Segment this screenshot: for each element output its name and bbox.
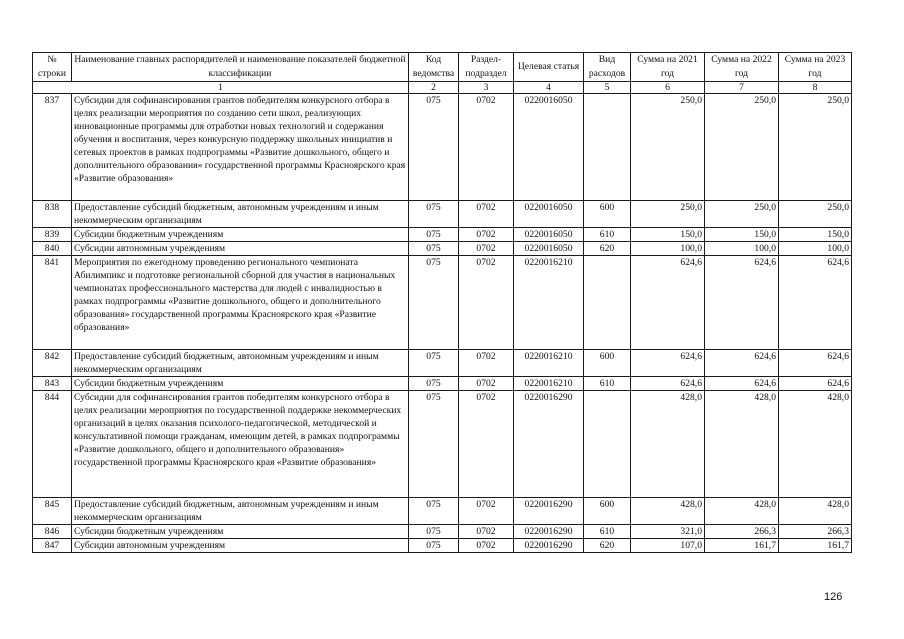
row-sum-2021: 624,6 <box>631 256 705 350</box>
row-name: Субсидии бюджетным учреждениям <box>72 228 409 242</box>
page-number: 126 <box>824 591 843 603</box>
row-name: Предоставление субсидий бюджетным, автономным учреждениям и иным некоммерческим организациям <box>72 201 409 228</box>
row-tsel: 0220016050 <box>514 242 584 256</box>
row-name: Субсидии бюджетным учреждениям <box>72 377 409 391</box>
row-kod: 075 <box>409 498 459 525</box>
table-row <box>33 377 852 391</box>
row-sum-2021: 624,6 <box>631 377 705 391</box>
row-sum-2023: 428,0 <box>779 391 852 498</box>
header-row <box>33 53 852 82</box>
row-sum-2023: 624,6 <box>779 256 852 350</box>
row-sum-2023: 266,3 <box>779 525 852 539</box>
row-kod: 075 <box>409 201 459 228</box>
row-vid: 620 <box>584 242 631 256</box>
row-tsel: 0220016210 <box>514 350 584 377</box>
row-sum-2022: 428,0 <box>705 498 779 525</box>
row-number: 840 <box>33 242 72 256</box>
row-number: 842 <box>33 350 72 377</box>
row-sum-2023: 100,0 <box>779 242 852 256</box>
row-razdel: 0702 <box>459 525 514 539</box>
row-sum-2023: 624,6 <box>779 350 852 377</box>
row-sum-2022: 161,7 <box>705 539 779 553</box>
colnum-8: 8 <box>779 82 852 94</box>
header-vid: Вид расходов <box>584 53 631 82</box>
row-razdel: 0702 <box>459 256 514 350</box>
row-vid: 610 <box>584 228 631 242</box>
row-number: 841 <box>33 256 72 350</box>
row-tsel: 0220016210 <box>514 377 584 391</box>
colnum-1: 1 <box>33 82 409 94</box>
header-kod: Код ведомства <box>409 53 459 82</box>
row-tsel: 0220016210 <box>514 256 584 350</box>
row-number: 844 <box>33 391 72 498</box>
row-number: 846 <box>33 525 72 539</box>
row-vid: 600 <box>584 350 631 377</box>
table-row <box>33 94 852 201</box>
row-tsel: 0220016290 <box>514 525 584 539</box>
row-sum-2021: 150,0 <box>631 228 705 242</box>
row-kod: 075 <box>409 228 459 242</box>
row-number: 838 <box>33 201 72 228</box>
row-vid: 600 <box>584 201 631 228</box>
row-tsel: 0220016290 <box>514 391 584 498</box>
row-sum-2023: 428,0 <box>779 498 852 525</box>
row-number: 847 <box>33 539 72 553</box>
row-sum-2022: 266,3 <box>705 525 779 539</box>
row-kod: 075 <box>409 256 459 350</box>
table-row <box>33 228 852 242</box>
row-kod: 075 <box>409 525 459 539</box>
table-row <box>33 350 852 377</box>
header-sum-2023: Сумма на 2023 год <box>779 53 852 82</box>
table-row <box>33 525 852 539</box>
table-row <box>33 539 852 553</box>
row-sum-2021: 107,0 <box>631 539 705 553</box>
row-tsel: 0220016050 <box>514 201 584 228</box>
header-razdel: Раздел-подраздел <box>459 53 514 82</box>
row-vid <box>584 256 631 350</box>
row-name: Мероприятия по ежегодному проведению регионального чемпионата Абилимпикс и подготовке региональной сборной для участия в национальных чемпионатах профессионального мастерства для людей с инвалидностью в рамках подпрограммы «Развитие дошкольного, общего и дополнительного образования» государственной программы Красноярского края «Развитие образования» <box>72 256 409 350</box>
row-sum-2022: 624,6 <box>705 350 779 377</box>
row-vid: 610 <box>584 377 631 391</box>
table-row <box>33 391 852 498</box>
row-razdel: 0702 <box>459 539 514 553</box>
column-number-row <box>33 82 852 94</box>
row-razdel: 0702 <box>459 94 514 201</box>
row-number: 843 <box>33 377 72 391</box>
row-vid <box>584 391 631 498</box>
row-kod: 075 <box>409 377 459 391</box>
row-tsel: 0220016290 <box>514 539 584 553</box>
row-sum-2021: 428,0 <box>631 391 705 498</box>
row-vid: 610 <box>584 525 631 539</box>
row-number: 845 <box>33 498 72 525</box>
row-sum-2021: 428,0 <box>631 498 705 525</box>
row-name: Субсидии для софинансирования грантов победителям конкурсного отбора в целях реализации мероприятия по государственной поддержке некоммерческих организаций в целях оказания психолого-педагогической, методической и консультативной помощи гражданам, имеющим детей, в рамках подпрограммы «Развитие дошкольного, общего и дополнительного образования» государственной программы Красноярского края «Развитие образования» <box>72 391 409 498</box>
row-sum-2023: 250,0 <box>779 201 852 228</box>
row-razdel: 0702 <box>459 498 514 525</box>
row-sum-2022: 250,0 <box>705 201 779 228</box>
row-sum-2023: 150,0 <box>779 228 852 242</box>
row-number: 837 <box>33 94 72 201</box>
table-row <box>33 201 852 228</box>
budget-table <box>32 52 852 553</box>
row-sum-2021: 100,0 <box>631 242 705 256</box>
row-kod: 075 <box>409 391 459 498</box>
row-sum-2022: 100,0 <box>705 242 779 256</box>
row-sum-2022: 624,6 <box>705 377 779 391</box>
header-sum-2021: Сумма на 2021 год <box>631 53 705 82</box>
row-razdel: 0702 <box>459 391 514 498</box>
row-kod: 075 <box>409 94 459 201</box>
row-vid: 600 <box>584 498 631 525</box>
colnum-7: 7 <box>705 82 779 94</box>
header-sum-2022: Сумма на 2022 год <box>705 53 779 82</box>
colnum-5: 5 <box>584 82 631 94</box>
row-sum-2021: 321,0 <box>631 525 705 539</box>
table-row <box>33 256 852 350</box>
colnum-4: 4 <box>514 82 584 94</box>
row-kod: 075 <box>409 350 459 377</box>
row-name: Субсидии бюджетным учреждениям <box>72 525 409 539</box>
row-name: Субсидии для софинансирования грантов победителям конкурсного отбора в целях реализации мероприятия по созданию сети школ, реализующих инновационные программы для отработки новых технологий и содержания обучения и воспитания, через конкурсную поддержку школьных инициатив и сетевых проектов в рамках подпрограммы «Развитие дошкольного, общего и дополнительного образования» государственной программы Красноярского края «Развитие образования» <box>72 94 409 201</box>
row-sum-2022: 428,0 <box>705 391 779 498</box>
header-name: Наименование главных распорядителей и наименование показателей бюджетной классификации <box>72 53 409 82</box>
row-sum-2021: 250,0 <box>631 201 705 228</box>
row-name: Субсидии автономным учреждениям <box>72 242 409 256</box>
row-name: Предоставление субсидий бюджетным, автономным учреждениям и иным некоммерческим организациям <box>72 498 409 525</box>
colnum-6: 6 <box>631 82 705 94</box>
header-tsel: Целевая статья <box>514 53 584 82</box>
row-vid <box>584 94 631 201</box>
row-sum-2022: 624,6 <box>705 256 779 350</box>
table-row <box>33 498 852 525</box>
header-no: № строки <box>33 53 72 82</box>
row-sum-2021: 624,6 <box>631 350 705 377</box>
row-name: Предоставление субсидий бюджетным, автономным учреждениям и иным некоммерческим организациям <box>72 350 409 377</box>
row-sum-2023: 250,0 <box>779 94 852 201</box>
row-sum-2021: 250,0 <box>631 94 705 201</box>
row-name: Субсидии автономным учреждениям <box>72 539 409 553</box>
table-row <box>33 242 852 256</box>
colnum-3: 3 <box>459 82 514 94</box>
row-vid: 620 <box>584 539 631 553</box>
row-sum-2022: 150,0 <box>705 228 779 242</box>
row-razdel: 0702 <box>459 201 514 228</box>
row-razdel: 0702 <box>459 377 514 391</box>
row-razdel: 0702 <box>459 228 514 242</box>
colnum-2: 2 <box>409 82 459 94</box>
row-kod: 075 <box>409 242 459 256</box>
row-sum-2023: 161,7 <box>779 539 852 553</box>
row-tsel: 0220016050 <box>514 94 584 201</box>
row-tsel: 0220016290 <box>514 498 584 525</box>
row-tsel: 0220016050 <box>514 228 584 242</box>
row-number: 839 <box>33 228 72 242</box>
row-razdel: 0702 <box>459 350 514 377</box>
row-sum-2023: 624,6 <box>779 377 852 391</box>
row-sum-2022: 250,0 <box>705 94 779 201</box>
row-kod: 075 <box>409 539 459 553</box>
row-razdel: 0702 <box>459 242 514 256</box>
